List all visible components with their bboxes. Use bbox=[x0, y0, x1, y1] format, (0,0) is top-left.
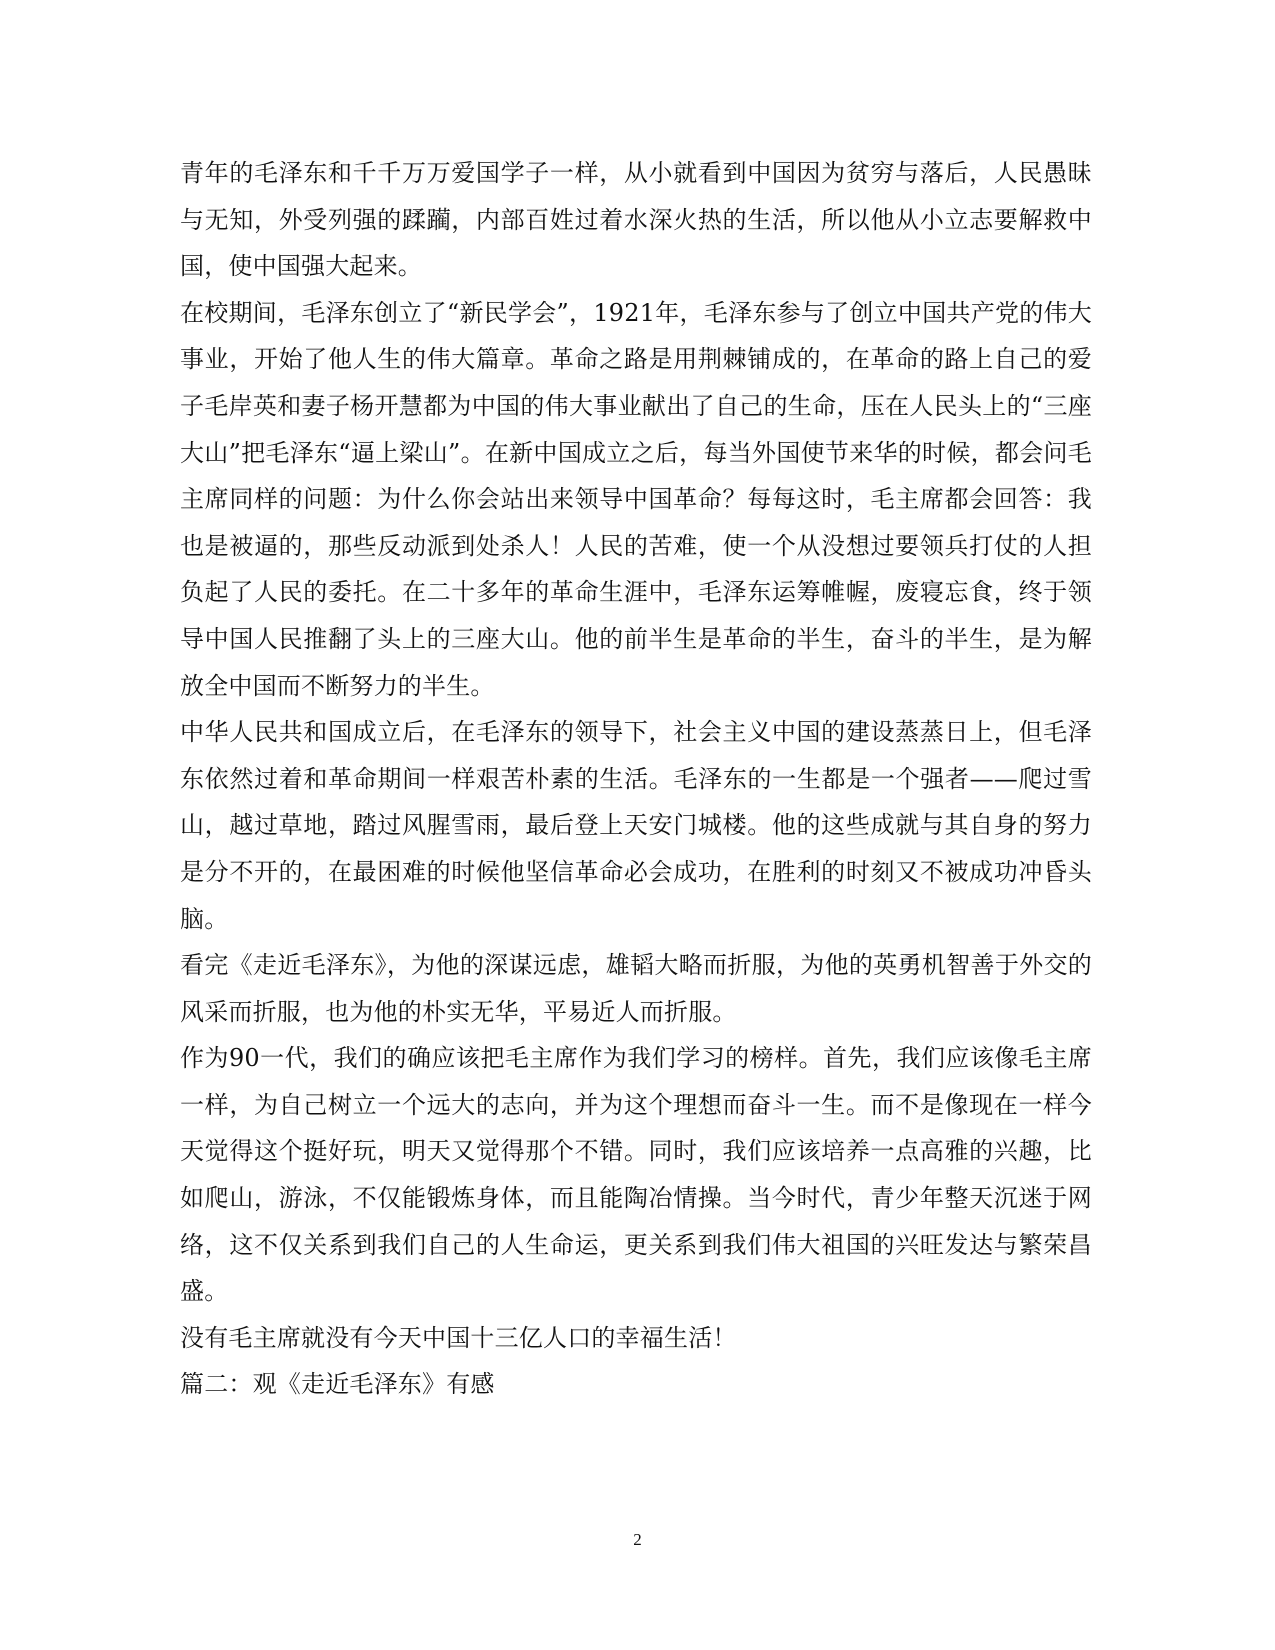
paragraph-youth: 青年的毛泽东和千千万万爱国学子一样，从小就看到中国因为贫穷与落后，人民愚昧与无知，外受列强的蹂躏，内部百姓过着水深火热的生活，所以他从小立志要解救中国，使中国强大起来。 bbox=[180, 159, 1092, 281]
page-number: 2 bbox=[633, 1530, 642, 1549]
section-heading-part-two: 篇二：观《走近毛泽东》有感 bbox=[180, 1370, 495, 1399]
paragraph-role-model: 作为90一代，我们的确应该把毛主席作为我们学习的榜样。首先，我们应该像毛主席一样，为自己树立一个远大的志向，并为这个理想而奋斗一生。而不是像现在一样今天觉得这个挺好玩，明天又觉得那个不错。同时，我们应该培养一点高雅的兴趣，比如爬山，游泳，不仅能锻炼身体，而且能陶冶情操。当今时代，青少年整天沉迷于网络，这不仅关系到我们自己的人生命运，更关系到我们伟大祖国的兴旺发达与繁荣昌盛。 bbox=[180, 1044, 1092, 1306]
paragraph-admiration: 看完《走近毛泽东》，为他的深谋远虑，雄韬大略而折服，为他的英勇机智善于外交的风采而折服，也为他的朴实无华，平易近人而折服。 bbox=[180, 951, 1092, 1026]
paragraph-new-china: 中华人民共和国成立后，在毛泽东的领导下，社会主义中国的建设蒸蒸日上，但毛泽东依然过着和革命期间一样艰苦朴素的生活。毛泽东的一生都是一个强者——爬过雪山，越过草地，踏过风腥雪雨，最后登上天安门城楼。他的这些成就与其自身的努力是分不开的，在最困难的时候他坚信革命必会成功，在胜利的时刻又不被成功冲昏头脑。 bbox=[180, 718, 1092, 933]
document-body bbox=[180, 150, 1092, 1408]
paragraph-conclusion: 没有毛主席就没有今天中国十三亿人口的幸福生活！ bbox=[180, 1323, 737, 1352]
paragraph-revolution: 在校期间，毛泽东创立了“新民学会”，1921年，毛泽东参与了创立中国共产党的伟大事业，开始了他人生的伟大篇章。革命之路是用荆棘铺成的，在革命的路上自己的爱子毛岸英和妻子杨开慧都为中国的伟大事业献出了自己的生命，压在人民头上的“三座大山”把毛泽东“逼上梁山”。在新中国成立之后，每当外国使节来华的时候，都会问毛主席同样的问题：为什么你会站出来领导中国革命？每每这时，毛主席都会回答：我也是被逼的，那些反动派到处杀人！人民的苦难，使一个从没想过要领兵打仗的人担负起了人民的委托。在二十多年的革命生涯中，毛泽东运筹帷幄，废寝忘食，终于领导中国人民推翻了头上的三座大山。他的前半生是革命的半生，奋斗的半生，是为解放全中国而不断努力的半生。 bbox=[180, 298, 1092, 700]
